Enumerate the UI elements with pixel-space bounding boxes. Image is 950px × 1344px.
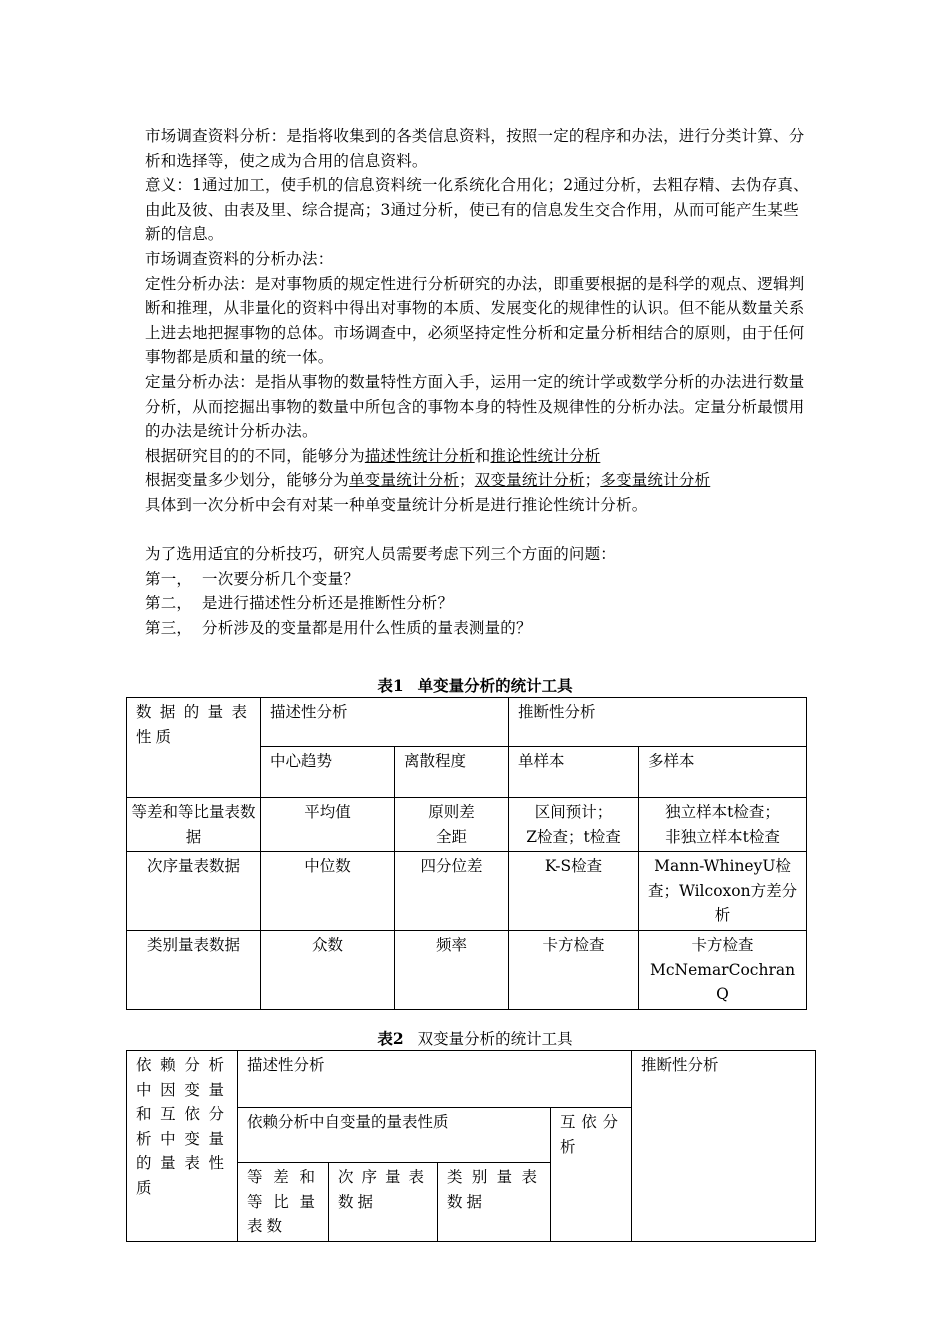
paragraph-by-variables: 根据变量多少划分，能够分为单变量统计分析；双变量统计分析；多变量统计分析	[145, 471, 711, 490]
table1-header-single-sample: 单样本	[509, 747, 639, 798]
paragraph-methods-heading: 市场调查资料的分析办法：	[145, 249, 334, 268]
table-cell: 独立样本t检查； 非独立样本t检查	[639, 798, 807, 852]
table1-header-inferential: 推断性分析	[509, 698, 807, 747]
body-text	[145, 124, 810, 640]
table2-header-ordinal: 次序量表数据	[329, 1163, 438, 1242]
table2-header-interval: 等差和等比量表数	[238, 1163, 329, 1242]
table2-header-interdependence: 互依分析	[551, 1108, 632, 1242]
table1-header-scale: 数据的量表性质	[127, 698, 261, 798]
paragraph-significance: 意义：1通过加工，使手机的信息资料统一化系统化合用化；2通过分析，去粗存精、去伪存真、由此及彼、由表及里、综合提高；3通过分析，使已有的信息发生交合作用，从而可能产生某些新的信息。	[145, 176, 809, 244]
table-cell: 四分位差	[395, 852, 509, 931]
blank-line	[145, 518, 810, 543]
table-cell: 次序量表数据	[127, 852, 261, 931]
question-item: 第一， 一次要分析几个变量？	[145, 569, 360, 588]
link-univariate-analysis[interactable]: 单变量统计分析	[349, 471, 460, 490]
table2-bivariate	[126, 1050, 816, 1242]
paragraph-by-purpose: 根据研究目的的不同，能够分为描述性统计分析和推论性统计分析	[145, 446, 601, 465]
table-row	[127, 930, 807, 1009]
paragraph-specific: 具体到一次分析中会有对某一种单变量统计分析是进行推论性统计分析。	[145, 495, 648, 514]
table2-caption: 表2 双变量分析的统计工具	[377, 1029, 573, 1048]
question-item: 第三， 分析涉及的变量都是用什么性质的量表测量的？	[145, 618, 532, 637]
table1-header-multi-sample: 多样本	[639, 747, 807, 798]
table2-header-inferential: 推断性分析	[632, 1051, 816, 1242]
table2-header-descriptive: 描述性分析	[238, 1051, 632, 1108]
table-cell: Mann-WhineyU检查；Wilcoxon方差分析	[639, 852, 807, 931]
table-cell: 卡方检查	[509, 930, 639, 1009]
paragraph-questions-intro: 为了选用适宜的分析技巧，研究人员需要考虑下列三个方面的问题：	[145, 545, 617, 564]
table2-header-scale: 依赖分析中因变量和互依分析中变量的量表性质	[127, 1051, 238, 1242]
table-row	[127, 798, 807, 852]
table-cell: 众数	[261, 930, 395, 1009]
table-cell: 等差和等比量表数据	[127, 798, 261, 852]
table-row	[127, 852, 807, 931]
table1-header-central: 中心趋势	[261, 747, 395, 798]
table-cell: 类别量表数据	[127, 930, 261, 1009]
table-cell: 原则差 全距	[395, 798, 509, 852]
table2-header-independent: 依赖分析中自变量的量表性质	[238, 1108, 551, 1163]
table1-univariate	[126, 697, 807, 1010]
paragraph-quantitative: 定量分析办法：是指从事物的数量特性方面入手，运用一定的统计学或数学分析的办法进行数量分析，从而挖掘出事物的数量中所包含的事物本身的特性及规律性的分析办法。定量分析最惯用的办法是统计分析办法。	[145, 372, 805, 441]
paragraph-qualitative: 定性分析办法：是对事物质的规定性进行分析研究的办法，即重要根据的是科学的观点、逻辑判断和推理，从非量化的资料中得出对事物的本质、发展变化的规律性的认识。但不能从数量关系上进去地把握事物的总体。市场调查中，必须坚持定性分析和定量分析相结合的原则，由于任何事物都是质和量的统一体。	[145, 274, 805, 367]
table2-header-nominal: 类别量表数据	[438, 1163, 551, 1242]
link-multivariate-analysis[interactable]: 多变量统计分析	[600, 471, 711, 490]
table-cell: 中位数	[261, 852, 395, 931]
table-cell: 卡方检查 McNemarCochran Q	[639, 930, 807, 1009]
table-cell: 频率	[395, 930, 509, 1009]
link-bivariate-analysis[interactable]: 双变量统计分析	[474, 471, 585, 490]
table-cell: 区间预计； Z检查；t检查	[509, 798, 639, 852]
table1-caption: 表1 单变量分析的统计工具	[377, 676, 573, 695]
link-descriptive-statistics[interactable]: 描述性统计分析	[364, 446, 475, 465]
table1-header-dispersion: 离散程度	[395, 747, 509, 798]
question-item: 第二， 是进行描述性分析还是推断性分析？	[145, 594, 454, 613]
table-cell: 平均值	[261, 798, 395, 852]
table1-header-descriptive: 描述性分析	[261, 698, 509, 747]
table-cell: K-S检查	[509, 852, 639, 931]
paragraph-definition: 市场调查资料分析：是指将收集到的各类信息资料，按照一定的程序和办法，进行分类计算、分析和选择等，使之成为合用的信息资料。	[145, 127, 805, 170]
link-inferential-statistics[interactable]: 推论性统计分析	[490, 446, 601, 465]
